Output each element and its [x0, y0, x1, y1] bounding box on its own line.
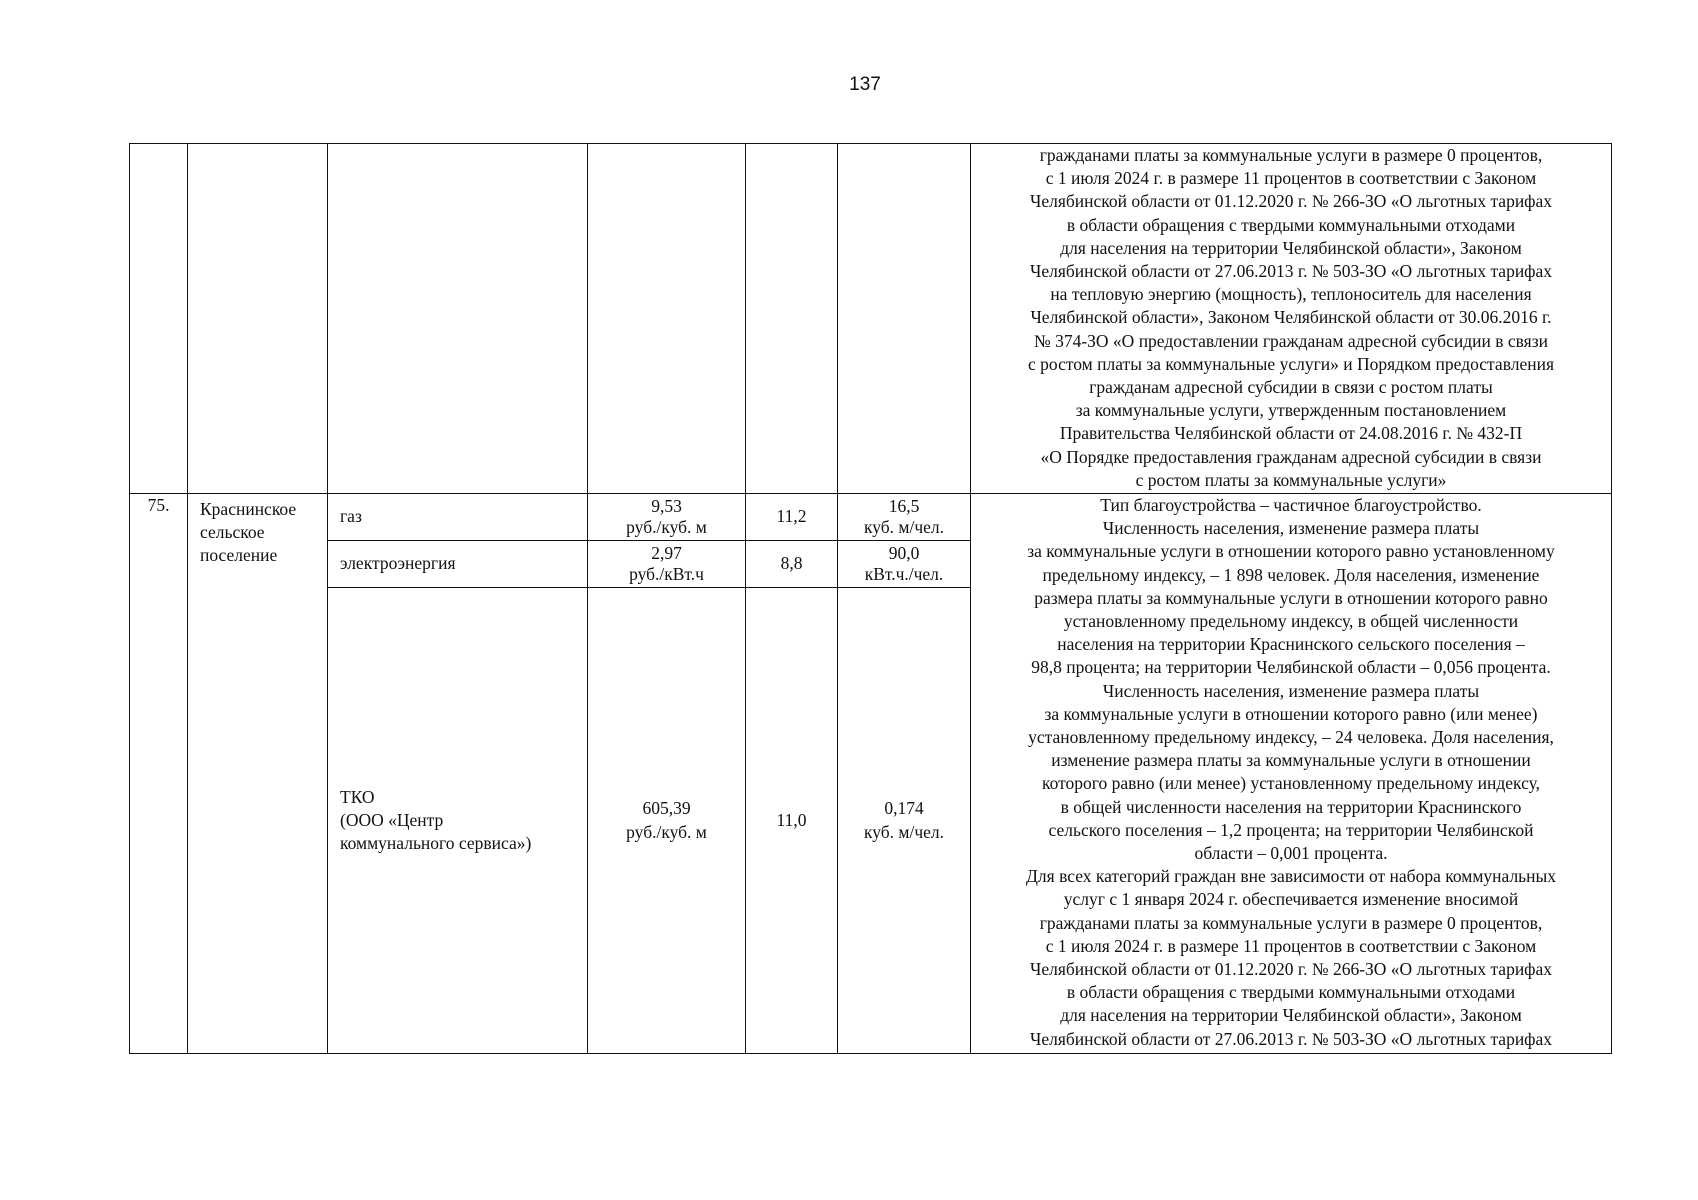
volume-cell — [838, 541, 971, 588]
text-line: за коммунальные услуги в отношении которого равно установленному — [1027, 541, 1555, 562]
text-line: Правительства Челябинской области от 24.08.2016 г. № 432-П — [1059, 423, 1523, 444]
page-number: 137 — [849, 74, 881, 95]
volume-value: 16,5 — [888, 496, 920, 516]
tariff-cell — [588, 494, 746, 541]
volume-cell — [838, 588, 971, 1054]
cell-empty — [328, 144, 588, 494]
text-line: с ростом платы за коммунальные услуги» — [1135, 469, 1447, 490]
settlement-name-line: поселение — [200, 545, 278, 565]
text-line: услуг с 1 января 2024 г. обеспечивается изменение вносимой — [1063, 889, 1519, 910]
text-line: Численность населения, изменение размера платы — [1102, 518, 1480, 539]
percent-cell: 8,8 — [746, 541, 838, 588]
tariff-table — [129, 143, 1612, 1054]
tariff-value: 9,53 — [651, 496, 682, 516]
table-row — [130, 494, 1612, 541]
volume-cell — [838, 494, 971, 541]
text-line: в общей численности населения на территории Краснинского — [1060, 796, 1522, 817]
service-name — [328, 588, 588, 1054]
cell-empty — [838, 144, 971, 494]
text-line: с 1 июля 2024 г. в размере 11 процентов в соответствии с Законом — [1045, 168, 1537, 189]
text-line: изменение размера платы за коммунальные услуги в отношении — [1051, 750, 1531, 771]
cell-empty — [188, 144, 328, 494]
tariff-unit: руб./кВт.ч — [629, 564, 704, 584]
service-name-line: коммунального сервиса») — [340, 833, 532, 854]
percent-cell: 11,0 — [746, 588, 838, 1054]
settlement-name-line: Краснинское — [200, 499, 297, 519]
cell-empty — [130, 144, 188, 494]
service-name: электроэнергия — [328, 541, 588, 588]
text-line: размера платы за коммунальные услуги в отношении которого равно — [1034, 587, 1548, 608]
text-line: которого равно (или менее) установленному предельному индексу, — [1041, 773, 1541, 794]
text-line: Челябинской области», Законом Челябинской области от 30.06.2016 г. — [1030, 307, 1552, 328]
text-line: гражданам адресной субсидии в связи с ростом платы — [1089, 377, 1493, 398]
text-line: гражданами платы за коммунальные услуги в размере 0 процентов, — [1039, 145, 1543, 165]
text-line: установленному предельному индексу, в общей численности — [1063, 611, 1519, 632]
service-name-line: ТКО — [340, 786, 375, 807]
text-line: «О Порядке предоставления гражданам адресной субсидии в связи — [1040, 446, 1542, 467]
text-line: Тип благоустройства – частичное благоустройство. — [1100, 495, 1482, 515]
text-line: Численность населения, изменение размера платы — [1102, 680, 1480, 701]
text-line: Челябинской области от 27.06.2013 г. № 503-ЗО «О льготных тарифах — [1029, 1028, 1553, 1049]
text-line: населения на территории Краснинского сельского поселения – — [1057, 634, 1525, 655]
text-line: сельского поселения – 1,2 процента; на территории Челябинской — [1048, 819, 1534, 840]
text-line: с ростом платы за коммунальные услуги» и Порядком предоставления — [1028, 353, 1554, 374]
text-line: за коммунальные услуги, утвержденным постановлением — [1075, 400, 1507, 421]
text-line: Челябинской области от 01.12.2020 г. № 266-ЗО «О льготных тарифах — [1029, 959, 1553, 980]
tariff-unit: руб./куб. м — [626, 517, 707, 537]
cell-empty — [588, 144, 746, 494]
service-name-line: (ООО «Центр — [340, 809, 444, 830]
tariff-value: 605,39 — [642, 798, 691, 819]
settlement-name-line: сельское — [200, 522, 265, 542]
text-line: за коммунальные услуги в отношении которого равно (или менее) — [1044, 703, 1538, 724]
text-line: Челябинской области от 27.06.2013 г. № 503-ЗО «О льготных тарифах — [1029, 261, 1553, 282]
text-line: для населения на территории Челябинской области», Законом — [1060, 1005, 1522, 1026]
entry-description — [971, 494, 1612, 1054]
text-line: области – 0,001 процента. — [1194, 843, 1388, 864]
continuation-description — [971, 144, 1612, 494]
percent-cell: 11,2 — [746, 494, 838, 541]
tariff-value: 2,97 — [651, 543, 682, 563]
volume-unit: кВт.ч./чел. — [864, 564, 944, 584]
text-line: № 374-ЗО «О предоставлении гражданам адресной субсидии в связи — [1034, 330, 1548, 351]
text-line: в области обращения с твердыми коммунальными отходами — [1066, 982, 1516, 1003]
text-line: Челябинской области от 01.12.2020 г. № 266-ЗО «О льготных тарифах — [1029, 191, 1553, 212]
cell-empty — [746, 144, 838, 494]
service-name: газ — [328, 494, 588, 541]
text-line: в области обращения с твердыми коммунальными отходами — [1066, 214, 1516, 235]
tariff-cell — [588, 541, 746, 588]
text-line: гражданами платы за коммунальные услуги в размере 0 процентов, — [1039, 912, 1543, 933]
settlement-name — [188, 494, 328, 1054]
entry-number: 75. — [130, 494, 188, 1054]
tariff-unit: руб./куб. м — [626, 821, 707, 842]
text-line: предельному индексу, – 1 898 человек. Доля населения, изменение — [1042, 564, 1540, 585]
volume-value: 0,174 — [884, 798, 924, 819]
volume-value: 90,0 — [888, 543, 920, 563]
text-line: установленному предельному индексу, – 24 человека. Доля населения, — [1028, 727, 1554, 748]
volume-unit: куб. м/чел. — [863, 821, 945, 842]
text-line: для населения на территории Челябинской области», Законом — [1060, 237, 1522, 258]
text-line: на тепловую энергию (мощность), теплоноситель для населения — [1050, 284, 1532, 305]
tariff-cell — [588, 588, 746, 1054]
text-line: 98,8 процента; на территории Челябинской области – 0,056 процента. — [1031, 657, 1551, 678]
text-line: Для всех категорий граждан вне зависимости от набора коммунальных — [1025, 866, 1557, 887]
table-row-continuation — [130, 144, 1612, 494]
volume-unit: куб. м/чел. — [863, 517, 945, 537]
text-line: с 1 июля 2024 г. в размере 11 процентов в соответствии с Законом — [1045, 935, 1537, 956]
